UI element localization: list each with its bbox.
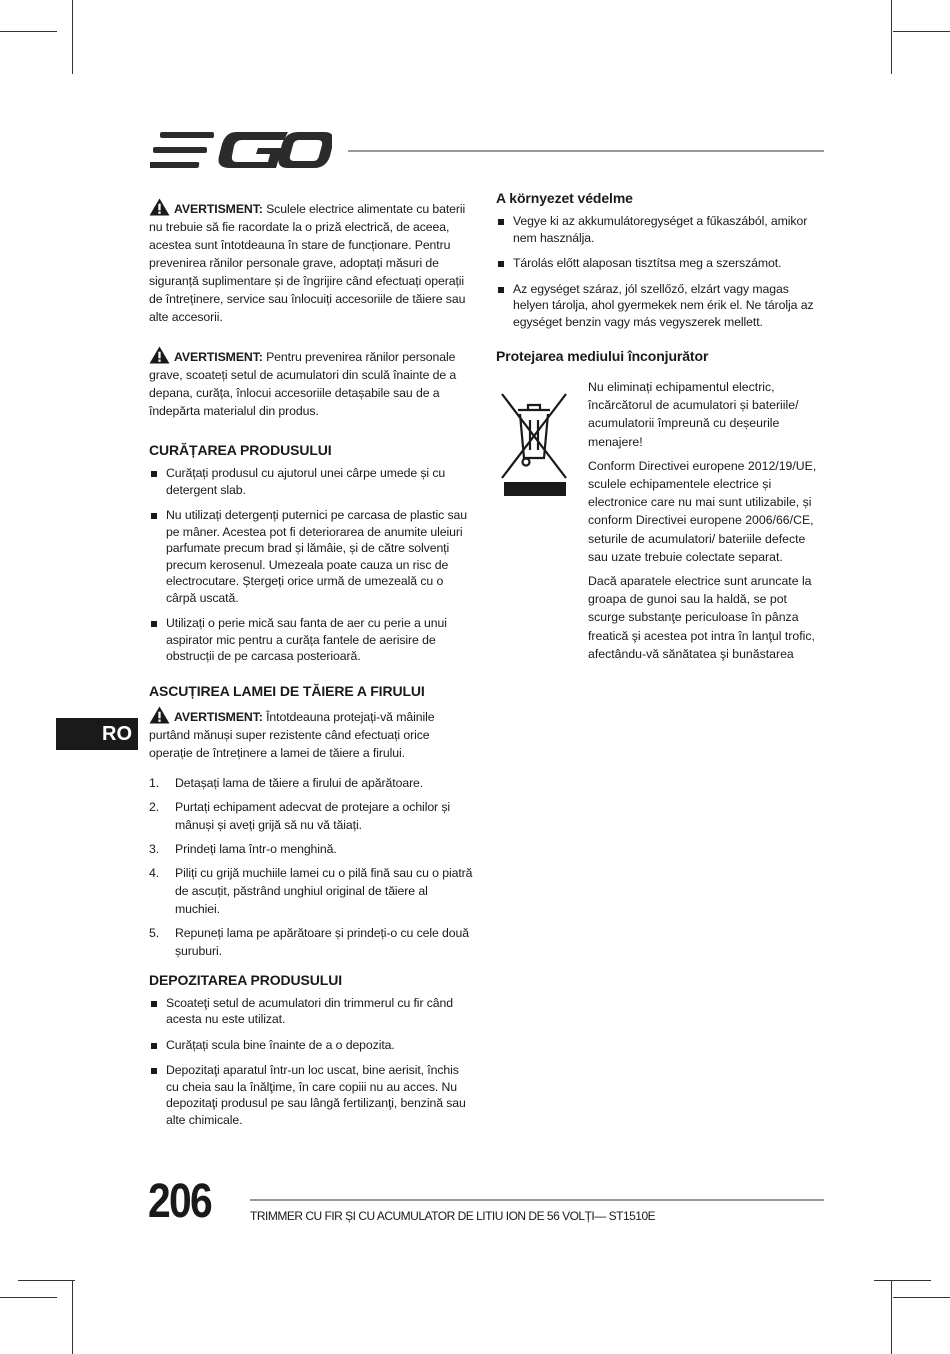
header-rule <box>348 150 824 152</box>
section-heading-cleaning: CURĂȚAREA PRODUSULUI <box>149 442 332 458</box>
section-heading-sharpening: ASCUȚIREA LAMEI DE TĂIERE A FIRULUI <box>149 682 425 699</box>
step-number: 4. <box>149 865 160 880</box>
ego-logo <box>150 130 332 172</box>
list-item: Nu utilizați detergenți puternici pe carcasa de plastic sau pe mâner. Acestea pot fi deteriorarea de anumite uleiuri parfumate precum brad și lămâie, și de către solvenți precum kerosenul. Umezeala poate cauza un risc de electrocutare. Ștergeți orice urmă de umezeală cu o cârpă uscată. <box>149 507 474 606</box>
crop-mark <box>891 1280 892 1354</box>
warning-text: Sculele electrice alimentate cu baterii nu trebuie să fie racordate la o priză electrică, de aceea, acestea sunt întotdeauna în stare de funcționare. Pentru prevenirea rănilor personale grave, adoptați măsuri de siguranță suplimentare și de îngrijire când efectuați operații de întreținere, service sau înlocuiți accesoriile de tăiere sau alte accesorii. <box>149 202 466 324</box>
warning-label: AVERTISMENT: <box>174 709 263 724</box>
section-heading-environment-ro: Protejarea mediului înconjurător <box>496 348 709 364</box>
warning-label: AVERTISMENT: <box>174 350 263 364</box>
step-text: Repuneți lama pe apărătoare și prindeți-o cu cele două șuruburi. <box>175 925 470 958</box>
step-item <box>149 864 474 918</box>
environment-hu-list <box>496 213 824 330</box>
step-item <box>149 798 474 834</box>
warning-text: Pentru prevenirea rănilor personale grave, scoateți setul de acumulatori din sculă înainte de a depana, curăța, înlocui accesoriile detașabile sau de a îndepărta materialul din produs. <box>149 350 457 418</box>
crop-mark <box>72 1280 73 1354</box>
section-heading-storage: DEPOZITAREA PRODUSULUI <box>149 971 343 988</box>
crop-mark <box>0 31 57 32</box>
crop-mark <box>891 0 892 74</box>
step-number: 3. <box>149 841 160 856</box>
step-item <box>149 840 474 858</box>
list-item: Az egységet száraz, jól szellőző, elzárt vagy magas helyen tárolja, ahol gyermekek nem érik el. Ne tárolja az egységet benzin vagy más vegyszerek mellett. <box>496 281 824 331</box>
step-item <box>149 924 474 960</box>
step-item <box>149 774 474 792</box>
crossed-out-wheelie-bin-icon <box>498 388 570 496</box>
list-item: Utilizați o perie mică sau fanta de aer cu perie a unui aspirator mic pentru a curăța fantele de aerisire de obstrucții de pe carcasa posterioară. <box>149 615 474 665</box>
list-item: Depozitaţi aparatul într-un loc uscat, bine aerisit, închis cu cheia sau la înălţime, în care copiii nu au acces. Nu depozitaţi produsul pe sau lângă fertilizanţi, benzină sau alte chimicale. <box>149 1062 474 1128</box>
warning-paragraph <box>149 346 474 420</box>
weee-paragraph: Conform Directivei europene 2012/19/UE, sculele echipamentele electrice și electronice care nu mai sunt utilizabile, și conform Directivei europene 2006/66/CE, seturile de acumulatori/ bateriile defecte sau uzate trebuie colectate separat. <box>588 458 817 564</box>
crop-mark <box>893 1297 950 1298</box>
list-item: Curățați scula bine înainte de a o depozita. <box>149 1037 474 1054</box>
right-column <box>496 188 824 371</box>
section-heading-environment-hu: A környezet védelme <box>496 190 633 206</box>
cleaning-list <box>149 465 474 665</box>
list-item: Tárolás előtt alaposan tisztítsa meg a szerszámot. <box>496 255 824 272</box>
step-text: Purtați echipament adecvat de protejare a ochilor și mânuși și aveți grijă să nu vă tăiați. <box>175 799 451 832</box>
crop-mark <box>72 0 73 74</box>
footer-rule <box>250 1199 824 1201</box>
crop-mark <box>874 1280 931 1281</box>
sharpening-steps <box>149 774 474 960</box>
list-item: Vegye ki az akkumulátoregységet a fűkaszából, amikor nem használja. <box>496 213 824 246</box>
step-number: 1. <box>149 775 160 790</box>
language-tab: RO <box>56 718 138 750</box>
warning-paragraph <box>149 706 474 762</box>
weee-paragraph: Nu eliminați echipamentul electric, încărcătorul de acumulatori și bateriile/ acumulatorii împreună cu deșeurile menajere! <box>588 380 799 449</box>
step-number: 2. <box>149 799 160 814</box>
weee-text-block <box>588 378 824 669</box>
list-item: Curățați produsul cu ajutorul unei cârpe umede și cu detergent slab. <box>149 465 474 498</box>
footer-title: TRIMMER CU FIR ȘI CU ACUMULATOR DE LITIU ION DE 56 VOLȚI— ST1510E <box>250 1209 656 1223</box>
crop-mark <box>18 1280 75 1281</box>
weee-paragraph: Dacă aparatele electrice sunt aruncate la groapa de gunoi sau la haldă, se pot scurge substanţe periculoase în pânza freatică şi acestea pot intra în lanţul trofic, afectându-vă sănătatea şi bunăstarea <box>588 574 815 661</box>
storage-list <box>149 995 474 1129</box>
step-text: Prindeți lama într-o menghină. <box>175 841 337 856</box>
warning-label: AVERTISMENT: <box>174 202 263 216</box>
step-number: 5. <box>149 925 160 940</box>
warning-triangle-icon <box>149 198 170 216</box>
step-text: Detașați lama de tăiere a firului de apărătoare. <box>175 775 424 790</box>
warning-paragraph <box>149 198 474 326</box>
crop-mark <box>893 31 950 32</box>
warning-triangle-icon <box>149 346 170 364</box>
page-number: 206 <box>148 1175 211 1228</box>
crop-mark <box>0 1297 57 1298</box>
warning-text: Întotdeauna protejați-vă mâinile purtând mănuși super rezistente când efectuați orice operație de întreținere a lamei de tăiere a firului. <box>149 709 435 760</box>
left-column <box>149 198 474 1144</box>
step-text: Piliți cu grijă muchiile lamei cu o pilă fină sau cu o piatră de ascuțit, păstrând unghiul original de tăiere al muchiei. <box>175 865 473 916</box>
warning-triangle-icon <box>149 706 170 724</box>
list-item: Scoateţi setul de acumulatori din trimmerul cu fir când acesta nu este utilizat. <box>149 995 474 1028</box>
